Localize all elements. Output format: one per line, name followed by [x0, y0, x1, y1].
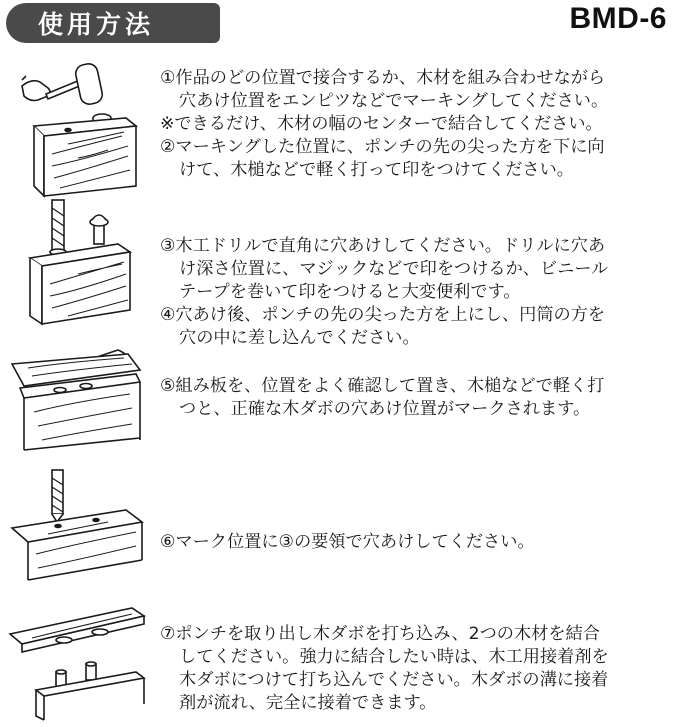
step-3-4-text [160, 235, 672, 350]
step-line: ⑥マーク位置に③の要領で穴あけしてください。 [160, 532, 535, 552]
step-line: してください。強力に結合したい時は、木工用接着剤を [179, 647, 609, 667]
model-number: BMD-6 [569, 2, 667, 35]
step-line: けて、木槌などで軽く打って印をつけてください。 [179, 160, 574, 180]
step-line: ①作品のどの位置で接合するか、木材を組み合わせながら [160, 68, 606, 88]
step-line: 穴あけ位置をエンピツなどでマーキングしてください。 [179, 91, 609, 111]
step-note: ※できるだけ、木材の幅のセンターで結合してください。 [160, 114, 603, 134]
step-line: ②マーキングした位置に、ポンチの先の尖った方を下に向 [160, 137, 605, 157]
drill-on-marked-board-icon [8, 468, 148, 586]
step-line: 穴の中に差し込んでください。 [179, 328, 420, 348]
step-1-2-text [160, 67, 672, 182]
step-6-text [160, 531, 672, 554]
step-line: つと、正確な木ダボの穴あけ位置がマークされます。 [179, 399, 591, 419]
step-line: ⑤組み板を、位置をよく確認して置き、木槌などで軽く打 [160, 376, 605, 396]
step-5-text [160, 375, 672, 421]
step-line: け深さ位置に、マジックなどで印をつけるか、ビニール [179, 259, 609, 279]
step-line: テープを巻いて印をつけると大変便利です。 [179, 282, 521, 302]
drill-and-punch-on-wood-icon [8, 198, 148, 326]
hammer-on-wood-block-icon [8, 58, 148, 198]
section-title: 使用方法 [6, 3, 220, 43]
step-line: ④穴あけ後、ポンチの先の尖った方を上にし、円筒の方を [160, 305, 606, 325]
step-line: 木ダボにつけて打ち込んでください。木ダボの溝に接着 [179, 670, 609, 690]
step-line: 剤が流れ、完全に接着できます。 [179, 693, 437, 713]
step-7-text [160, 623, 672, 715]
board-placed-on-punches-icon [8, 346, 148, 456]
step-line: ③木工ドリルで直角に穴あけしてください。ドリルに穴あ [160, 236, 606, 256]
dowels-joining-boards-icon [8, 604, 148, 724]
step-line: ⑦ポンチを取り出し木ダボを打ち込み、2つの木材を結合 [160, 624, 600, 644]
